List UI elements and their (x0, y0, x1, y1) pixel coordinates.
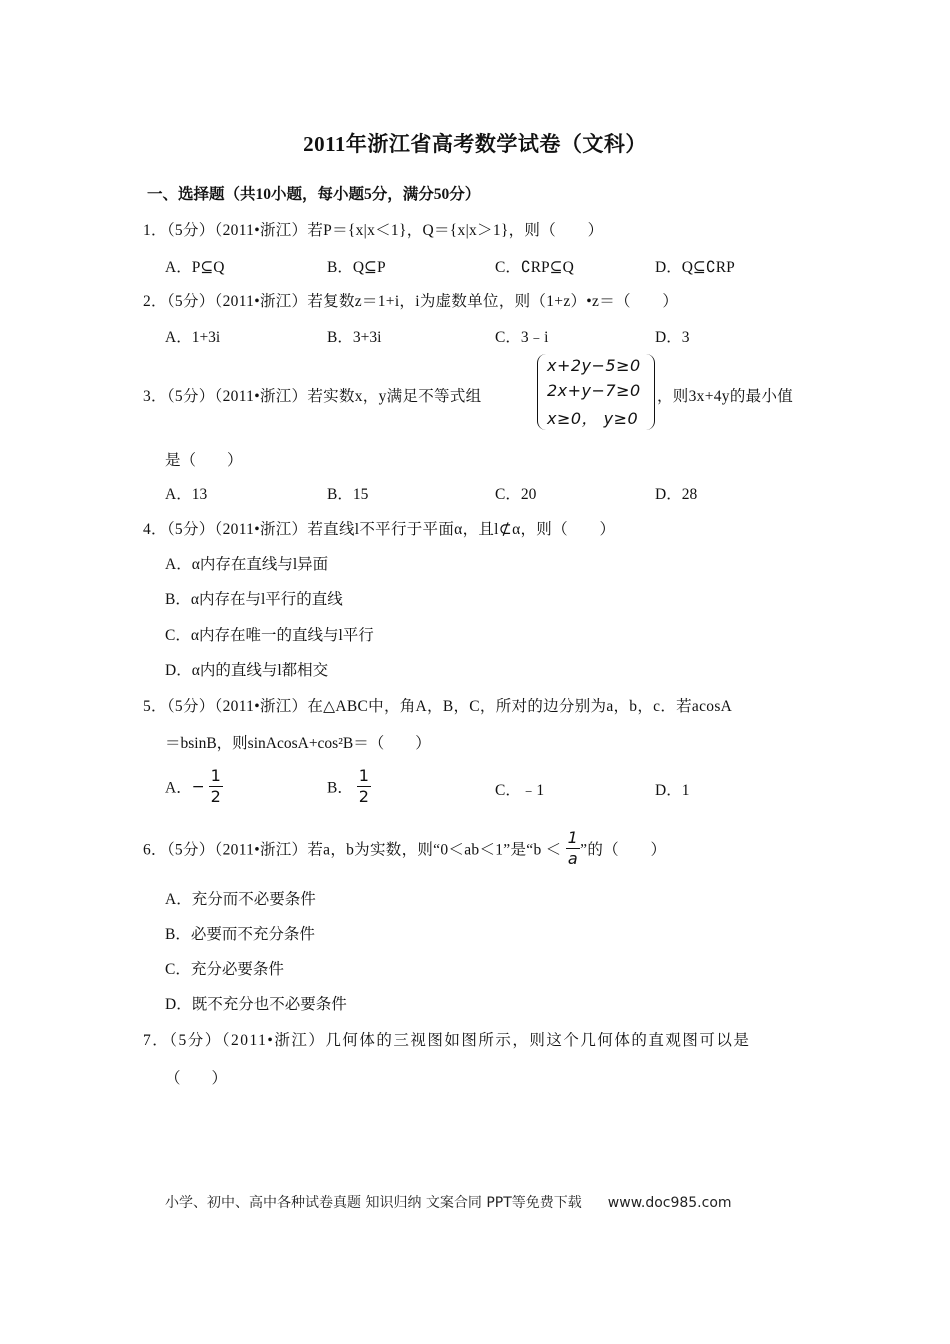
question-5-option-d: D．1 (655, 782, 690, 799)
footer (165, 1192, 732, 1212)
question-7-stem-continued: （ ） (165, 1070, 228, 1087)
fraction-numerator: 1 (358, 766, 369, 785)
question-6-option-b: B．必要而不充分条件 (165, 926, 315, 943)
section-heading: 一、选择题（共10小题，每小题5分，满分50分） (147, 186, 481, 203)
question-6-option-a: A．充分而不必要条件 (165, 891, 316, 908)
question-3-option-d: D．28 (655, 486, 698, 503)
page-title: 2011年浙江省高考数学试卷（文科） (303, 132, 647, 156)
fraction-numerator: 1 (567, 828, 579, 847)
fraction-denominator: a (567, 849, 578, 868)
question-6-option-c: C．充分必要条件 (165, 961, 284, 978)
inequality-row-3: x≥0， y≥0 (547, 409, 639, 428)
question-3-stem: 3．（5分）（2011•浙江）若实数x，y满足不等式组 (143, 388, 482, 405)
question-5-stem-continued: ＝bsinB，则sinAcosA+cos²B＝（ ） (165, 735, 431, 752)
question-6-stem-before: 6．（5分）（2011•浙江）若a，b为实数，则“0＜ab＜1”是“b ＜ (143, 841, 562, 859)
inequality-row-1: x+2y−5≥0 (547, 356, 641, 375)
left-brace (537, 354, 546, 430)
question-4-option-b: B．α内存在与l平行的直线 (165, 591, 343, 608)
question-5-stem: 5．（5分）（2011•浙江）在△ABC中，角A，B，C，所对的边分别为a，b，c．若acosA (143, 698, 733, 715)
option-a-label: A． (165, 779, 192, 797)
question-3-option-c: C．20 (495, 486, 537, 503)
question-4-option-a: A．α内存在直线与l异面 (165, 556, 329, 573)
question-1-option-a: A．P⊆Q (165, 259, 225, 276)
question-1-stem: 1．（5分）（2011•浙江）若P＝{x|x＜1}，Q＝{x|x＞1}，则（ ） (143, 222, 604, 239)
question-2-stem: 2．（5分）（2011•浙江）若复数z＝1+i，i为虚数单位，则（1+z）•z＝（ ） (143, 293, 679, 310)
fraction-negative-half (209, 766, 223, 807)
question-2-option-a: A．1+3i (165, 329, 221, 346)
fraction-denominator: 2 (210, 787, 221, 806)
question-1-option-c: C．∁RP⊆Q (495, 259, 574, 276)
question-2-option-d: D．3 (655, 329, 690, 346)
minus-sign: − (191, 777, 205, 796)
question-3-option-b: B．15 (327, 486, 369, 503)
question-5-option-a (165, 766, 223, 807)
question-7-stem: 7．（5分）（2011•浙江）几何体的三视图如图所示，则这个几何体的直观图可以是 (143, 1032, 751, 1049)
question-5-option-b (327, 766, 371, 807)
inequality-row-2: 2x+y−7≥0 (547, 381, 641, 400)
fraction-one-over-a (566, 828, 580, 869)
fraction-numerator: 1 (210, 766, 221, 785)
question-2-option-c: C．3﹣i (495, 329, 549, 346)
question-5-option-c: C．﹣1 (495, 782, 545, 799)
question-6-stem (143, 828, 666, 869)
fraction-denominator: 2 (358, 787, 369, 806)
question-3-stem-after: ，则3x+4y的最小值 (657, 388, 794, 405)
question-4-option-d: D．α内的直线与l都相交 (165, 662, 329, 679)
footer-text: 小学、初中、高中各种试卷真题 知识归纳 文案合同 PPT等免费下载 (165, 1195, 582, 1211)
question-4-stem: 4．（5分）（2011•浙江）若直线l不平行于平面α，且l⊄α，则（ ） (143, 521, 616, 538)
question-4-option-c: C．α内存在唯一的直线与l平行 (165, 627, 374, 644)
right-brace (646, 354, 655, 430)
question-3-option-a: A．13 (165, 486, 208, 503)
footer-url-link[interactable]: www.doc985.com (607, 1195, 732, 1211)
question-6-option-d: D．既不充分也不必要条件 (165, 996, 347, 1013)
question-1-option-d: D．Q⊆∁RP (655, 259, 735, 276)
fraction-half (357, 766, 371, 807)
question-3-stem-continued: 是（ ） (165, 452, 243, 469)
option-b-label: B． (327, 779, 353, 797)
inequality-system (537, 354, 655, 430)
question-2-option-b: B．3+3i (327, 329, 382, 346)
question-6-stem-after: ”的（ ） (580, 841, 667, 859)
question-1-option-b: B．Q⊆P (327, 259, 386, 276)
